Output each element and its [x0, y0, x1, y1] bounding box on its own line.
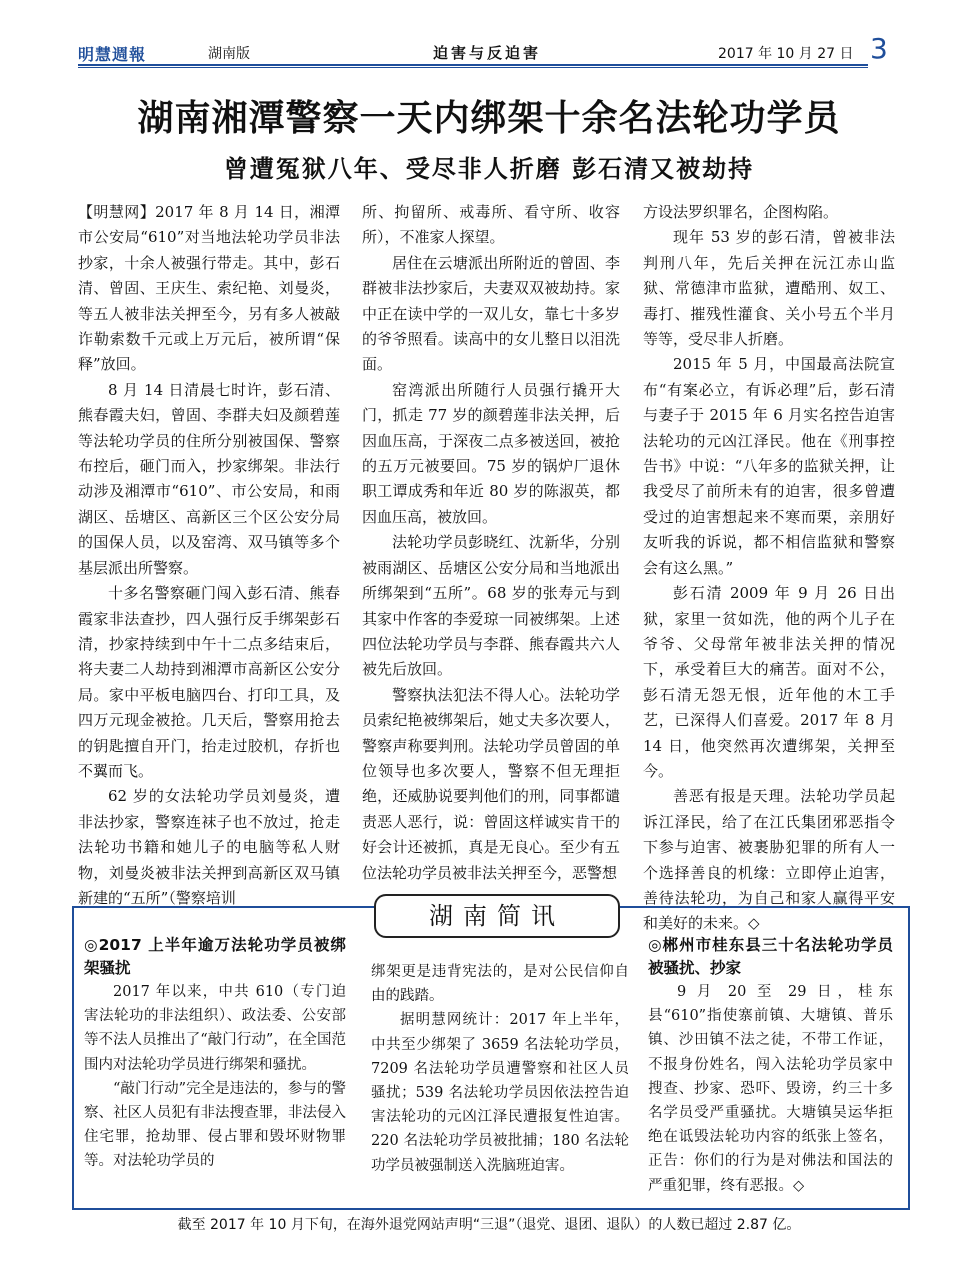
brief-item-1-column-2 — [371, 960, 629, 1178]
paragraph: 2017 年以来，中共 610（专门迫害法轮功的非法组织）、政法委、公安部等不法人员推出了“敲门行动”，在全国范围内对法轮功学员进行绑架和骚扰。 — [84, 984, 346, 1073]
page-header — [78, 32, 898, 65]
paragraph: 方设法罗织罪名，企图构陷。 — [643, 203, 839, 221]
masthead: 明慧週報 — [78, 45, 147, 64]
paragraph: 2015 年 5 月，中国最高法院宣布“有案必立，有诉必理”后，彭石清与妻子于 2015 年 6 月实名控告迫害法轮功的元凶江泽民。他在《刑事控告书》中说：“八年多的监狱关押，让我受尽了前所未有的迫害，很多曾遭受过的迫害想起来不寒而栗，亲朋好友听我的诉说，都不相信监狱和警察会有这么黑。” — [643, 355, 895, 577]
page-number: 3 — [870, 32, 888, 65]
article-column-2 — [362, 200, 620, 886]
article-title: 湖南湘潭警察一天内绑架十余名法轮功学员 — [137, 98, 841, 139]
paragraph: 居住在云塘派出所附近的曾固、李群被非法抄家后，夫妻双双被劫持。家中正在读中学的一双儿女，靠七十多岁的爷爷照看。读高中的女儿整日以泪洗面。 — [362, 253, 620, 374]
paragraph: 十多名警察砸门闯入彭石清、熊春霞家非法查抄，四人强行反手绑架彭石清，抄家持续到中午十二点多结束后，将夫妻二人劫持到湘潭市高新区公安分局。家中平板电脑四台、打印工具，及四万元现金被抢。几天后，警察用抢去的钥匙擅自开门，抬走过胶机，存折也不翼而飞。 — [78, 584, 340, 780]
paragraph: 警察执法犯法不得人心。法轮功学员索纪艳被绑架后，她丈夫多次要人，警察声称要判刑。法轮功学员曾固的单位领导也多次要人，警察不但无理拒绝，还威胁说要判他们的刑，同事都谴责恶人恶行，说：曾固这样诚实肯干的好会计还被抓，真是无良心。至少有五位法轮功学员被非法关押至今，恶警想 — [362, 685, 620, 882]
paragraph: 【明慧网】2017 年 8 月 14 日，湘潭市公安局“610”对当地法轮功学员非法抄家，十余人被强行带走。其中，彭石清、曾固、王庆生、索纪艳、刘曼炎，等五人被非法关押至今，另有多人被敲诈勒索数千元或上万元后，被所谓“保释”放回。 — [78, 203, 340, 374]
section-title: 迫害与反迫害 — [433, 44, 542, 62]
paragraph: “敲门行动”完全是违法的，参与的警察、社区人员犯有非法搜查罪，非法侵入住宅罪，抢劫罪、侵占罪和毁坏财物罪等。对法轮功学员的 — [84, 1080, 346, 1170]
news-brief-banner: 湖南简讯 — [374, 894, 620, 938]
brief-item-2 — [648, 934, 893, 1198]
paragraph: 9 月 20 至 29 日，桂东县“610”指使寨前镇、大塘镇、普乐镇、沙田镇不法之徒，不带工作证，不报身份姓名，闯入法轮功学员家中搜查、抄家、恐吓、毁谤，约三十多名学员受严重骚扰。大塘镇吴运华拒绝在诋毁法轮功内容的纸张上签名，正告：你们的行为是对佛法和国法的严重犯罪，终有恶报。◇ — [648, 984, 893, 1194]
edition-label: 湖南版 — [208, 46, 250, 62]
paragraph: 现年 53 岁的彭石清，曾被非法判刑八年，先后关押在沅江赤山监狱、常德津市监狱，遭酷刑、奴工、毒打、摧残性灌食、关小号五个半月等等，受尽非人折磨。 — [643, 228, 895, 349]
article-subtitle: 曾遭冤狱八年、受尽非人折磨 彭石清又被劫持 — [223, 154, 755, 183]
header-rule-thin — [78, 67, 868, 68]
issue-date: 2017 年 10 月 27 日 — [718, 46, 854, 62]
paragraph: 法轮功学员彭晓红、沈新华，分别被雨湖区、岳塘区公安分局和当地派出所绑架到“五所”。68 岁的张寿元与到其家中作客的李爱琼一同被绑架。上述四位法轮功学员与李群、熊春霞共六人被先后放回。 — [362, 533, 620, 679]
paragraph: 善恶有报是天理。法轮功学员起诉江泽民，给了在江氏集团邪恶指令下参与迫害、被裹胁犯罪的所有人一个选择善良的机缘：立即停止迫害，善待法轮功，为自己和家人赢得平安和美好的未来。◇ — [643, 787, 895, 933]
paragraph: 窑湾派出所随行人员强行撬开大门，抓走 77 岁的颜碧莲非法关押，后因血压高，于深夜二点多被送回，被抢的五万元被要回。75 岁的锅炉厂退休职工谭成秀和年近 80 岁的陈淑英，都因血压高，被放回。 — [362, 380, 620, 526]
header-rule — [78, 64, 868, 66]
paragraph: 8 月 14 日清晨七时许，彭石清、熊春霞夫妇，曾固、李群夫妇及颜碧莲等法轮功学员的住所分别被国保、警察布控后，砸门而入，抄家绑架。非法行动涉及湘潭市“610”、市公安局，和雨湖区、岳塘区、高新区三个区公安分局的国保人员，以及窑湾、双马镇等多个基层派出所警察。 — [78, 380, 340, 577]
paragraph: 所、拘留所、戒毒所、看守所、收容所），不准家人探望。 — [362, 203, 620, 247]
brief-item-headline: ◎2017 上半年逾万法轮功学员被绑架骚扰 — [84, 936, 346, 977]
article-column-1 — [78, 200, 340, 911]
paragraph: 62 岁的女法轮功学员刘曼炎，遭非法抄家，警察连袜子也不放过，抢走法轮功书籍和她儿子的电脑等私人财物，刘曼炎被非法关押到高新区双马镇新建的“五所”（警察培训 — [78, 787, 340, 907]
brief-item-1-column-1 — [84, 934, 346, 1174]
paragraph: 据明慧网统计：2017 年上半年，中共至少绑架了 3659 名法轮功学员，7209 名法轮功学员遭警察和社区人员骚扰；539 名法轮功学员因依法控告迫害法轮功的元凶江泽民遭报复性迫害。220 名法轮功学员被批捕；180 名法轮功学员被强制送入洗脑班迫害。 — [371, 1012, 629, 1174]
brief-item-headline: ◎郴州市桂东县三十名法轮功学员被骚扰、抄家 — [648, 936, 893, 977]
footer-note: 截至 2017 年 10 月下旬，在海外退党网站声明“三退”（退党、退团、退队）的人数已超过 2.87 亿。 — [177, 1217, 801, 1233]
paragraph: 彭石清 2009 年 9 月 26 日出狱，家里一贫如洗，他的两个儿子在爷爷、父母常年被非法关押的情况下，承受着巨大的痛苦。面对不公，彭石清无怨无恨，近年他的木工手艺，已深得人们喜爱。2017 年 8 月 14 日，他突然再次遭绑架，关押至今。 — [643, 584, 895, 780]
article-column-3 — [643, 200, 895, 937]
paragraph: 绑架更是违背宪法的，是对公民信仰自由的践踏。 — [371, 964, 629, 1005]
